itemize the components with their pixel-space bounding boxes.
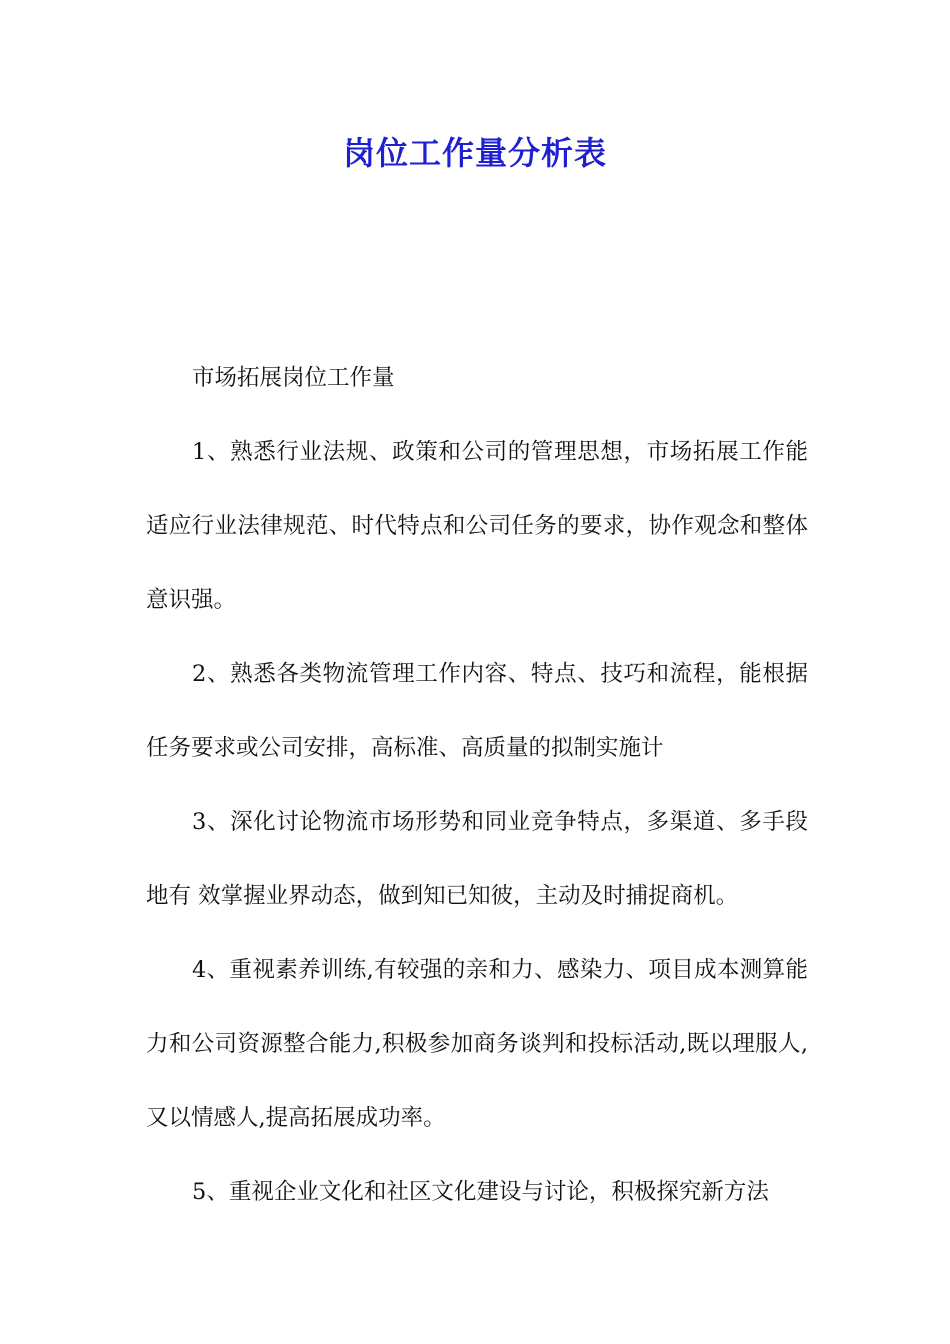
paragraph-1: 1、熟悉行业法规、政策和公司的管理思想，市场拓展工作能适应行业法律规范、时代特点和公司任务的要求，协作观念和整体意识强。 xyxy=(146,439,808,613)
paragraph-2: 2、熟悉各类物流管理工作内容、特点、技巧和流程，能根据任务要求或公司安排，高标准、高质量的拟制实施计 xyxy=(146,661,808,761)
section-heading: 市场拓展岗位工作量 xyxy=(192,365,395,391)
document-title: 岗位工作量分析表 xyxy=(342,134,607,172)
paragraph-5: 5、重视企业文化和社区文化建设与讨论，积极探究新方法 xyxy=(192,1179,769,1205)
paragraph-4: 4、重视素养训练,有较强的亲和力、感染力、项目成本测算能力和公司资源整合能力,积极参加商务谈判和投标活动,既以理服人,又以情感人,提高拓展成功率。 xyxy=(146,957,808,1131)
paragraph-3: 3、深化讨论物流市场形势和同业竞争特点，多渠道、多手段地有 效掌握业界动态，做到知已知彼，主动及时捕捉商机。 xyxy=(146,809,808,909)
document-body xyxy=(146,341,808,1229)
